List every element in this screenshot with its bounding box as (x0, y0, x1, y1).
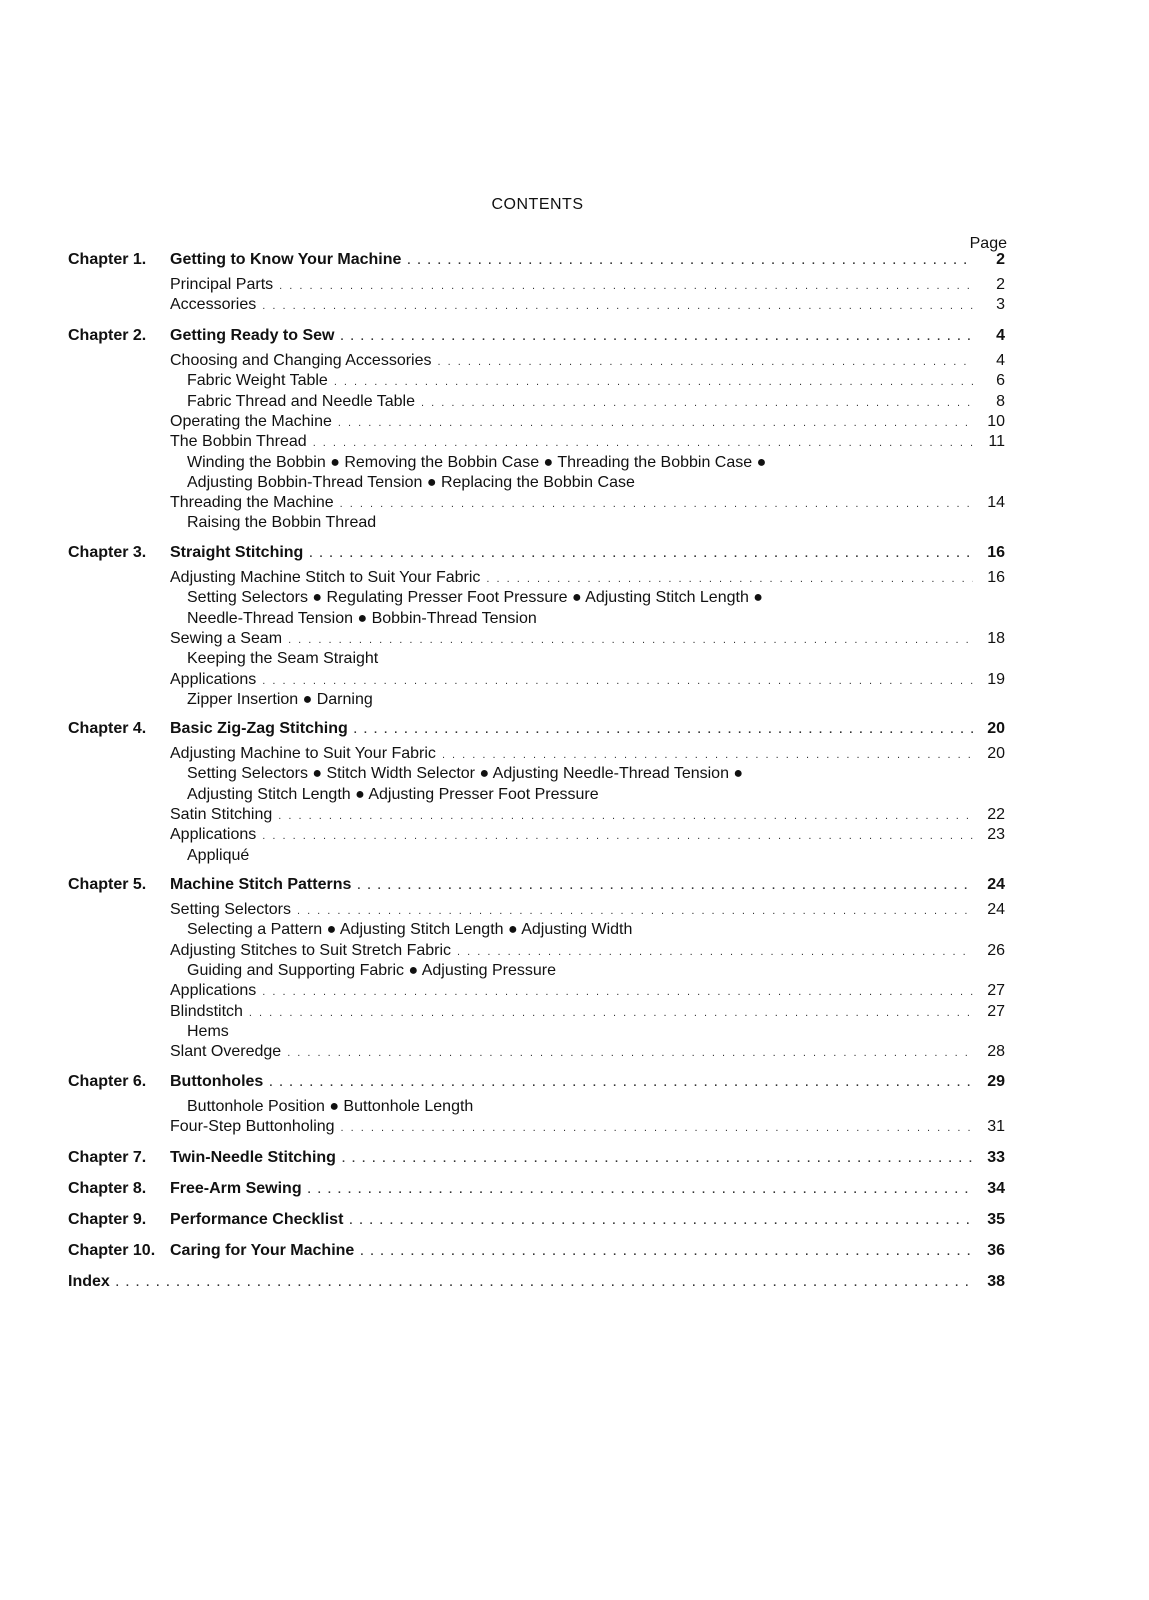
dot-leader (262, 826, 973, 846)
chapter-heading[interactable] (68, 543, 1005, 564)
chapter-heading[interactable] (68, 719, 1005, 740)
toc-entry-label: Adjusting Machine Stitch to Suit Your Fabric (170, 569, 481, 586)
toc-entry-label: Setting Selectors (170, 901, 291, 918)
index-entry-label: Index (68, 1273, 110, 1290)
page-number: 33 (987, 1149, 1005, 1166)
page-number: 4 (996, 327, 1005, 344)
page-number: 2 (996, 251, 1005, 268)
chapter-number: Chapter 9. (68, 1211, 147, 1228)
toc-entry-label: Four-Step Buttonholing (170, 1118, 335, 1136)
page-number: 6 (996, 372, 1005, 390)
toc-entry-label: Applications (170, 982, 257, 1000)
chapter-number: Chapter 3. (68, 544, 147, 561)
toc-subtopics[interactable] (187, 846, 1005, 866)
toc-entry[interactable] (170, 805, 1005, 826)
page-number: 11 (988, 433, 1005, 451)
dot-leader (287, 1043, 973, 1063)
toc-entry[interactable] (170, 825, 1005, 846)
page-number: 18 (987, 629, 1005, 647)
dot-leader (486, 569, 973, 589)
toc-entry-label: Satin Stitching (170, 805, 273, 823)
toc-entry-label: Sewing a Seam (170, 629, 283, 647)
chapter-heading-label (68, 1210, 343, 1230)
chapter-title: Getting Ready to Sew (170, 327, 335, 344)
toc-entry-label: Adjusting Stitches to Suit Stretch Fabric (170, 941, 452, 959)
chapter-heading[interactable] (68, 1148, 1005, 1169)
toc-subtopics[interactable] (187, 1097, 1005, 1117)
dot-leader (340, 327, 973, 347)
toc-subtopics-label: Selecting a Pattern ● Adjusting Stitch Length ● Adjusting Width (187, 921, 633, 939)
toc-entry[interactable] (170, 981, 1005, 1002)
chapter-heading[interactable] (68, 1179, 1005, 1200)
page-number: 38 (987, 1273, 1005, 1290)
page-number: 31 (987, 1118, 1005, 1136)
toc-subtopics[interactable] (187, 690, 1005, 710)
dot-leader (407, 251, 973, 271)
toc-entry-label: Applications (170, 826, 257, 844)
toc-entry-label: Threading the Machine (170, 494, 334, 512)
dot-leader (354, 720, 973, 740)
page-number: 4 (996, 352, 1005, 369)
dot-leader (309, 544, 973, 564)
dot-leader (360, 1242, 973, 1262)
page-number: 16 (987, 544, 1005, 561)
dot-leader (262, 671, 973, 691)
page-number: 23 (987, 826, 1005, 844)
toc-subtopics[interactable] (187, 513, 1005, 533)
toc-entry-label: Accessories (170, 296, 257, 314)
toc-subtopics-label: Guiding and Supporting Fabric ● Adjusting Pressure (187, 961, 556, 979)
page-number: 27 (987, 1002, 1005, 1020)
chapter-heading-label (68, 1072, 263, 1092)
chapter-number: Chapter 1. (68, 251, 147, 268)
toc-subtopics-label: Buttonhole Position ● Buttonhole Length (187, 1098, 474, 1115)
chapter-title: Twin-Needle Stitching (170, 1149, 336, 1166)
chapter-heading-label (68, 1179, 302, 1199)
dot-leader (357, 876, 973, 896)
chapter-heading-label (68, 326, 334, 346)
page-number: 24 (987, 876, 1005, 893)
dot-leader (442, 745, 973, 765)
toc-entry[interactable] (170, 493, 1005, 514)
chapter-number: Chapter 5. (68, 876, 147, 893)
toc-subtopics-label: Adjusting Bobbin-Thread Tension ● Replacing the Bobbin Case (187, 473, 635, 491)
toc-subtopics[interactable] (187, 1022, 1005, 1042)
page-number: 2 (996, 276, 1005, 293)
page-title: CONTENTS (491, 196, 584, 213)
page-number: 19 (987, 670, 1005, 688)
toc-entry[interactable] (170, 412, 1005, 433)
page-number: 24 (987, 901, 1005, 918)
toc-entry[interactable] (170, 1042, 1005, 1063)
toc-entry[interactable] (170, 295, 1005, 316)
toc-entry-label: Blindstitch (170, 1002, 243, 1020)
dot-leader (421, 393, 973, 413)
toc-entry[interactable] (170, 941, 1005, 962)
chapter-heading-label (68, 875, 351, 895)
toc-subtopics-label: Appliqué (187, 846, 250, 864)
page-number: 36 (987, 1242, 1005, 1259)
toc-entry[interactable] (170, 351, 1005, 372)
dot-leader (438, 352, 974, 372)
toc-subtopics[interactable] (187, 649, 1005, 669)
chapter-number: Chapter 8. (68, 1180, 147, 1197)
toc-entry-label: Adjusting Machine to Suit Your Fabric (170, 745, 436, 762)
page-number: 8 (996, 392, 1005, 410)
toc-entry-label: Fabric Weight Table (187, 372, 328, 390)
chapter-heading[interactable] (68, 875, 1005, 896)
toc-subtopics-label: Zipper Insertion ● Darning (187, 690, 373, 708)
page-number: 35 (987, 1211, 1005, 1228)
dot-leader (269, 1073, 973, 1093)
chapter-title: Performance Checklist (170, 1211, 344, 1228)
chapter-heading[interactable] (68, 1241, 1005, 1262)
chapter-title: Basic Zig-Zag Stitching (170, 720, 348, 737)
toc-entry-label: Slant Overedge (170, 1043, 282, 1061)
toc-subtopics-label: Hems (187, 1022, 229, 1040)
chapter-heading-label (68, 1148, 336, 1168)
toc-subtopics-label: Raising the Bobbin Thread (187, 514, 377, 532)
toc-entry[interactable] (170, 670, 1005, 691)
toc-entry[interactable] (170, 900, 1005, 921)
toc-subtopics[interactable] (187, 961, 1005, 981)
toc-subtopics[interactable] (187, 609, 1005, 629)
chapter-title: Machine Stitch Patterns (170, 876, 352, 893)
page-number: 28 (987, 1043, 1005, 1061)
page-number: 26 (987, 941, 1005, 959)
toc-entry[interactable] (170, 275, 1005, 296)
toc-entry[interactable] (170, 432, 1005, 453)
page-number: 10 (987, 412, 1005, 430)
dot-leader (340, 494, 973, 514)
toc-entry-label: Choosing and Changing Accessories (170, 352, 432, 369)
toc-subtopics-label: Needle-Thread Tension ● Bobbin-Thread Tension (187, 609, 537, 627)
toc-subtopics-label: Setting Selectors ● Stitch Width Selector ● Adjusting Needle-Thread Tension ● (187, 765, 744, 783)
dot-leader (262, 296, 973, 316)
chapter-title: Free-Arm Sewing (170, 1180, 302, 1197)
toc-subtopics[interactable] (187, 920, 1005, 940)
dot-leader (279, 276, 973, 296)
page-number: 22 (987, 805, 1005, 823)
chapter-number: Chapter 4. (68, 720, 147, 737)
toc-subtopics-label: Keeping the Seam Straight (187, 650, 379, 668)
toc-subtopics[interactable] (187, 785, 1005, 805)
toc-entry[interactable] (170, 744, 1005, 765)
page-number: 20 (987, 720, 1005, 737)
toc-entry-label: Operating the Machine (170, 412, 332, 430)
dot-leader (278, 806, 973, 826)
dot-leader (308, 1180, 973, 1200)
toc-entry-label: Principal Parts (170, 276, 274, 293)
toc-entry[interactable] (170, 1002, 1005, 1023)
dot-leader (116, 1273, 973, 1293)
dot-leader (457, 942, 973, 962)
dot-leader (249, 1003, 973, 1023)
chapter-title: Getting to Know Your Machine (170, 251, 402, 268)
page-column-header: Page (969, 235, 1007, 252)
chapter-title: Straight Stitching (170, 544, 304, 561)
chapter-number: Chapter 7. (68, 1149, 147, 1166)
chapter-heading-label (68, 1241, 354, 1261)
chapter-number: Chapter 2. (68, 327, 147, 344)
page-number: 14 (987, 494, 1005, 512)
chapter-heading-label (68, 719, 348, 739)
chapter-heading[interactable] (68, 250, 1005, 271)
toc-subtopics[interactable] (187, 453, 1005, 473)
dot-leader (297, 901, 973, 921)
toc-subtopics-label: Adjusting Stitch Length ● Adjusting Presser Foot Pressure (187, 785, 599, 803)
page-number: 20 (987, 745, 1005, 762)
dot-leader (349, 1211, 973, 1231)
toc-entry-label: The Bobbin Thread (170, 433, 307, 451)
dot-leader (262, 982, 973, 1002)
toc-subtopics[interactable] (187, 588, 1005, 608)
toc-entry[interactable] (170, 568, 1005, 589)
dot-leader (338, 413, 973, 433)
dot-leader (334, 372, 973, 392)
chapter-heading[interactable] (68, 326, 1005, 347)
toc-entry[interactable] (187, 371, 1005, 392)
dot-leader (341, 1118, 973, 1138)
page-number: 34 (987, 1180, 1005, 1197)
chapter-heading-label (68, 250, 401, 270)
toc-entry[interactable] (187, 392, 1005, 413)
toc-entry[interactable] (170, 629, 1005, 650)
dot-leader (342, 1149, 973, 1169)
chapter-number: Chapter 6. (68, 1073, 147, 1090)
chapter-heading[interactable] (68, 1210, 1005, 1231)
chapter-title: Buttonholes (170, 1073, 264, 1090)
toc-entry[interactable] (170, 1117, 1005, 1138)
chapter-number: Chapter 10. (68, 1242, 156, 1259)
page-number: 16 (987, 569, 1005, 586)
index-entry[interactable] (68, 1272, 1005, 1293)
toc-subtopics-label: Winding the Bobbin ● Removing the Bobbin Case ● Threading the Bobbin Case ● (187, 453, 767, 471)
dot-leader (313, 433, 973, 453)
toc-subtopics[interactable] (187, 764, 1005, 784)
toc-subtopics[interactable] (187, 473, 1005, 493)
dot-leader (288, 630, 973, 650)
chapter-heading-label (68, 543, 303, 563)
page-number: 29 (987, 1073, 1005, 1090)
chapter-title: Caring for Your Machine (170, 1242, 355, 1259)
toc-entry-label: Applications (170, 670, 257, 688)
toc-subtopics-label: Setting Selectors ● Regulating Presser Foot Pressure ● Adjusting Stitch Length ● (187, 589, 763, 607)
page-number: 27 (987, 982, 1005, 1000)
toc-entry-label: Fabric Thread and Needle Table (187, 392, 415, 410)
chapter-heading[interactable] (68, 1072, 1005, 1093)
page-number: 3 (996, 296, 1005, 314)
